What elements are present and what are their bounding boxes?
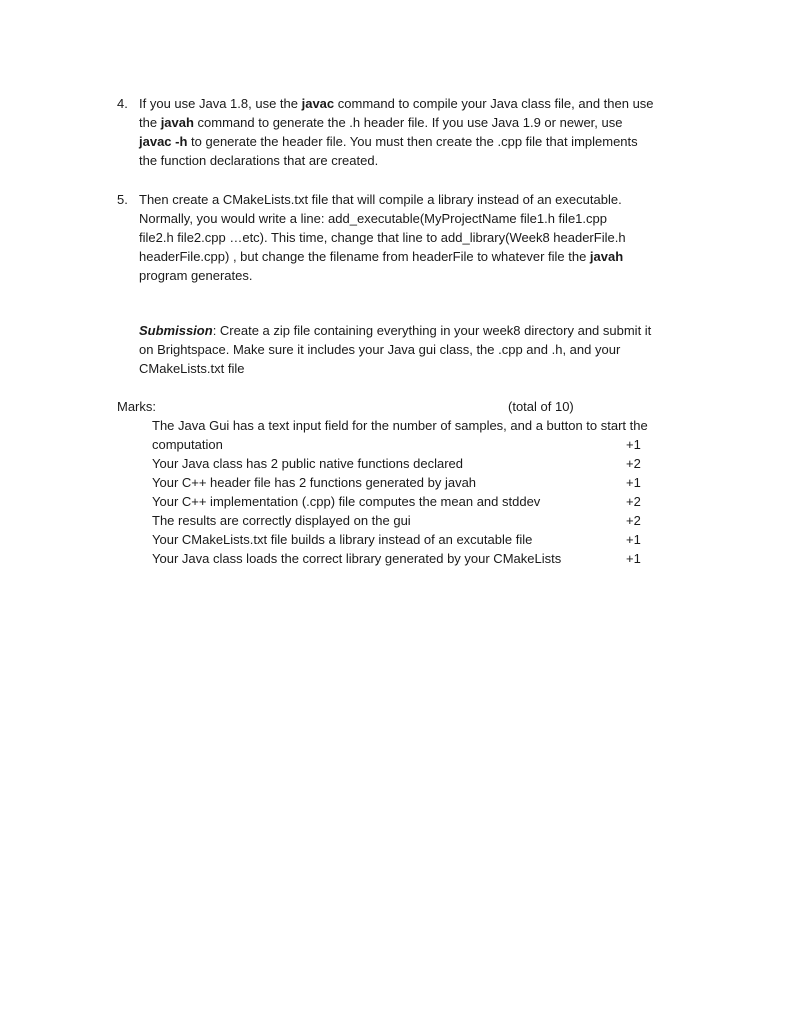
marks-header xyxy=(117,397,587,416)
rubric-points: +2 xyxy=(626,494,641,509)
text-line xyxy=(139,321,709,340)
text-run: command to compile your Java class file, and then use xyxy=(334,96,654,111)
bold-term: javac -h xyxy=(139,134,188,149)
bold-term: javah xyxy=(160,115,194,130)
text-line: Normally, you would write a line: add_executable(MyProjectName file1.h file1.cpp xyxy=(139,211,607,226)
rubric-points: +1 xyxy=(626,475,641,490)
text-line: the function declarations that are created. xyxy=(139,153,379,168)
submission-paragraph xyxy=(139,321,709,378)
text-run: If you use Java 1.8, use the xyxy=(139,96,302,111)
rubric-row xyxy=(152,492,712,511)
rubric-points: +1 xyxy=(626,437,641,452)
text-run: : Create a zip file containing everything in your week8 directory and submit it xyxy=(212,323,652,338)
text-line xyxy=(139,113,707,132)
list-item-body xyxy=(139,190,707,285)
rubric-row xyxy=(152,435,712,454)
text-line: program generates. xyxy=(139,268,253,283)
rubric-criterion: Your C++ implementation (.cpp) file computes the mean and stddev xyxy=(152,494,541,509)
rubric-criterion: computation xyxy=(152,437,223,452)
rubric-criterion: Your Java class has 2 public native functions declared xyxy=(152,456,463,471)
rubric-criterion: Your C++ header file has 2 functions generated by javah xyxy=(152,475,477,490)
bold-term: javah xyxy=(589,249,624,264)
text-run: the xyxy=(139,115,161,130)
rubric-row xyxy=(152,454,712,473)
rubric-points: +1 xyxy=(626,551,641,566)
submission-label: Submission xyxy=(139,323,213,338)
rubric-criterion: Your Java class loads the correct library generated by your CMakeLists xyxy=(152,551,562,566)
text-line: Then create a CMakeLists.txt file that will compile a library instead of an executable. xyxy=(139,192,622,207)
text-run: command to generate the .h header file. If you use Java 1.9 or newer, use xyxy=(193,115,623,130)
rubric-row xyxy=(152,473,712,492)
rubric-points: +1 xyxy=(626,532,641,547)
text-line: CMakeLists.txt file xyxy=(139,361,245,376)
text-run: headerFile.cpp) , but change the filename from headerFile to whatever file the xyxy=(139,249,590,264)
rubric-row xyxy=(152,530,712,549)
text-line: file2.h file2.cpp …etc). This time, change that line to add_library(Week8 headerFile.h xyxy=(139,230,626,245)
list-number: 5. xyxy=(117,192,128,207)
marks-total: (total of 10) xyxy=(508,399,574,414)
marks-label: Marks: xyxy=(117,399,156,414)
text-line: on Brightspace. Make sure it includes your Java gui class, the .cpp and .h, and your xyxy=(139,342,621,357)
rubric-row xyxy=(152,549,712,568)
list-number: 4. xyxy=(117,96,128,111)
marking-rubric xyxy=(152,416,712,568)
list-item-body xyxy=(139,94,707,170)
rubric-criterion: Your CMakeLists.txt file builds a library instead of an excutable file xyxy=(152,532,533,547)
rubric-criterion: The Java Gui has a text input field for the number of samples, and a button to start the xyxy=(152,418,648,433)
text-run: to generate the header file. You must then create the .cpp file that implements xyxy=(187,134,638,149)
text-line xyxy=(139,94,707,113)
rubric-row xyxy=(152,416,712,435)
text-line xyxy=(139,132,707,151)
bold-term: javac xyxy=(301,96,335,111)
rubric-row xyxy=(152,511,712,530)
text-line xyxy=(139,247,707,266)
rubric-criterion: The results are correctly displayed on the gui xyxy=(152,513,411,528)
rubric-points: +2 xyxy=(626,513,641,528)
rubric-points: +2 xyxy=(626,456,641,471)
